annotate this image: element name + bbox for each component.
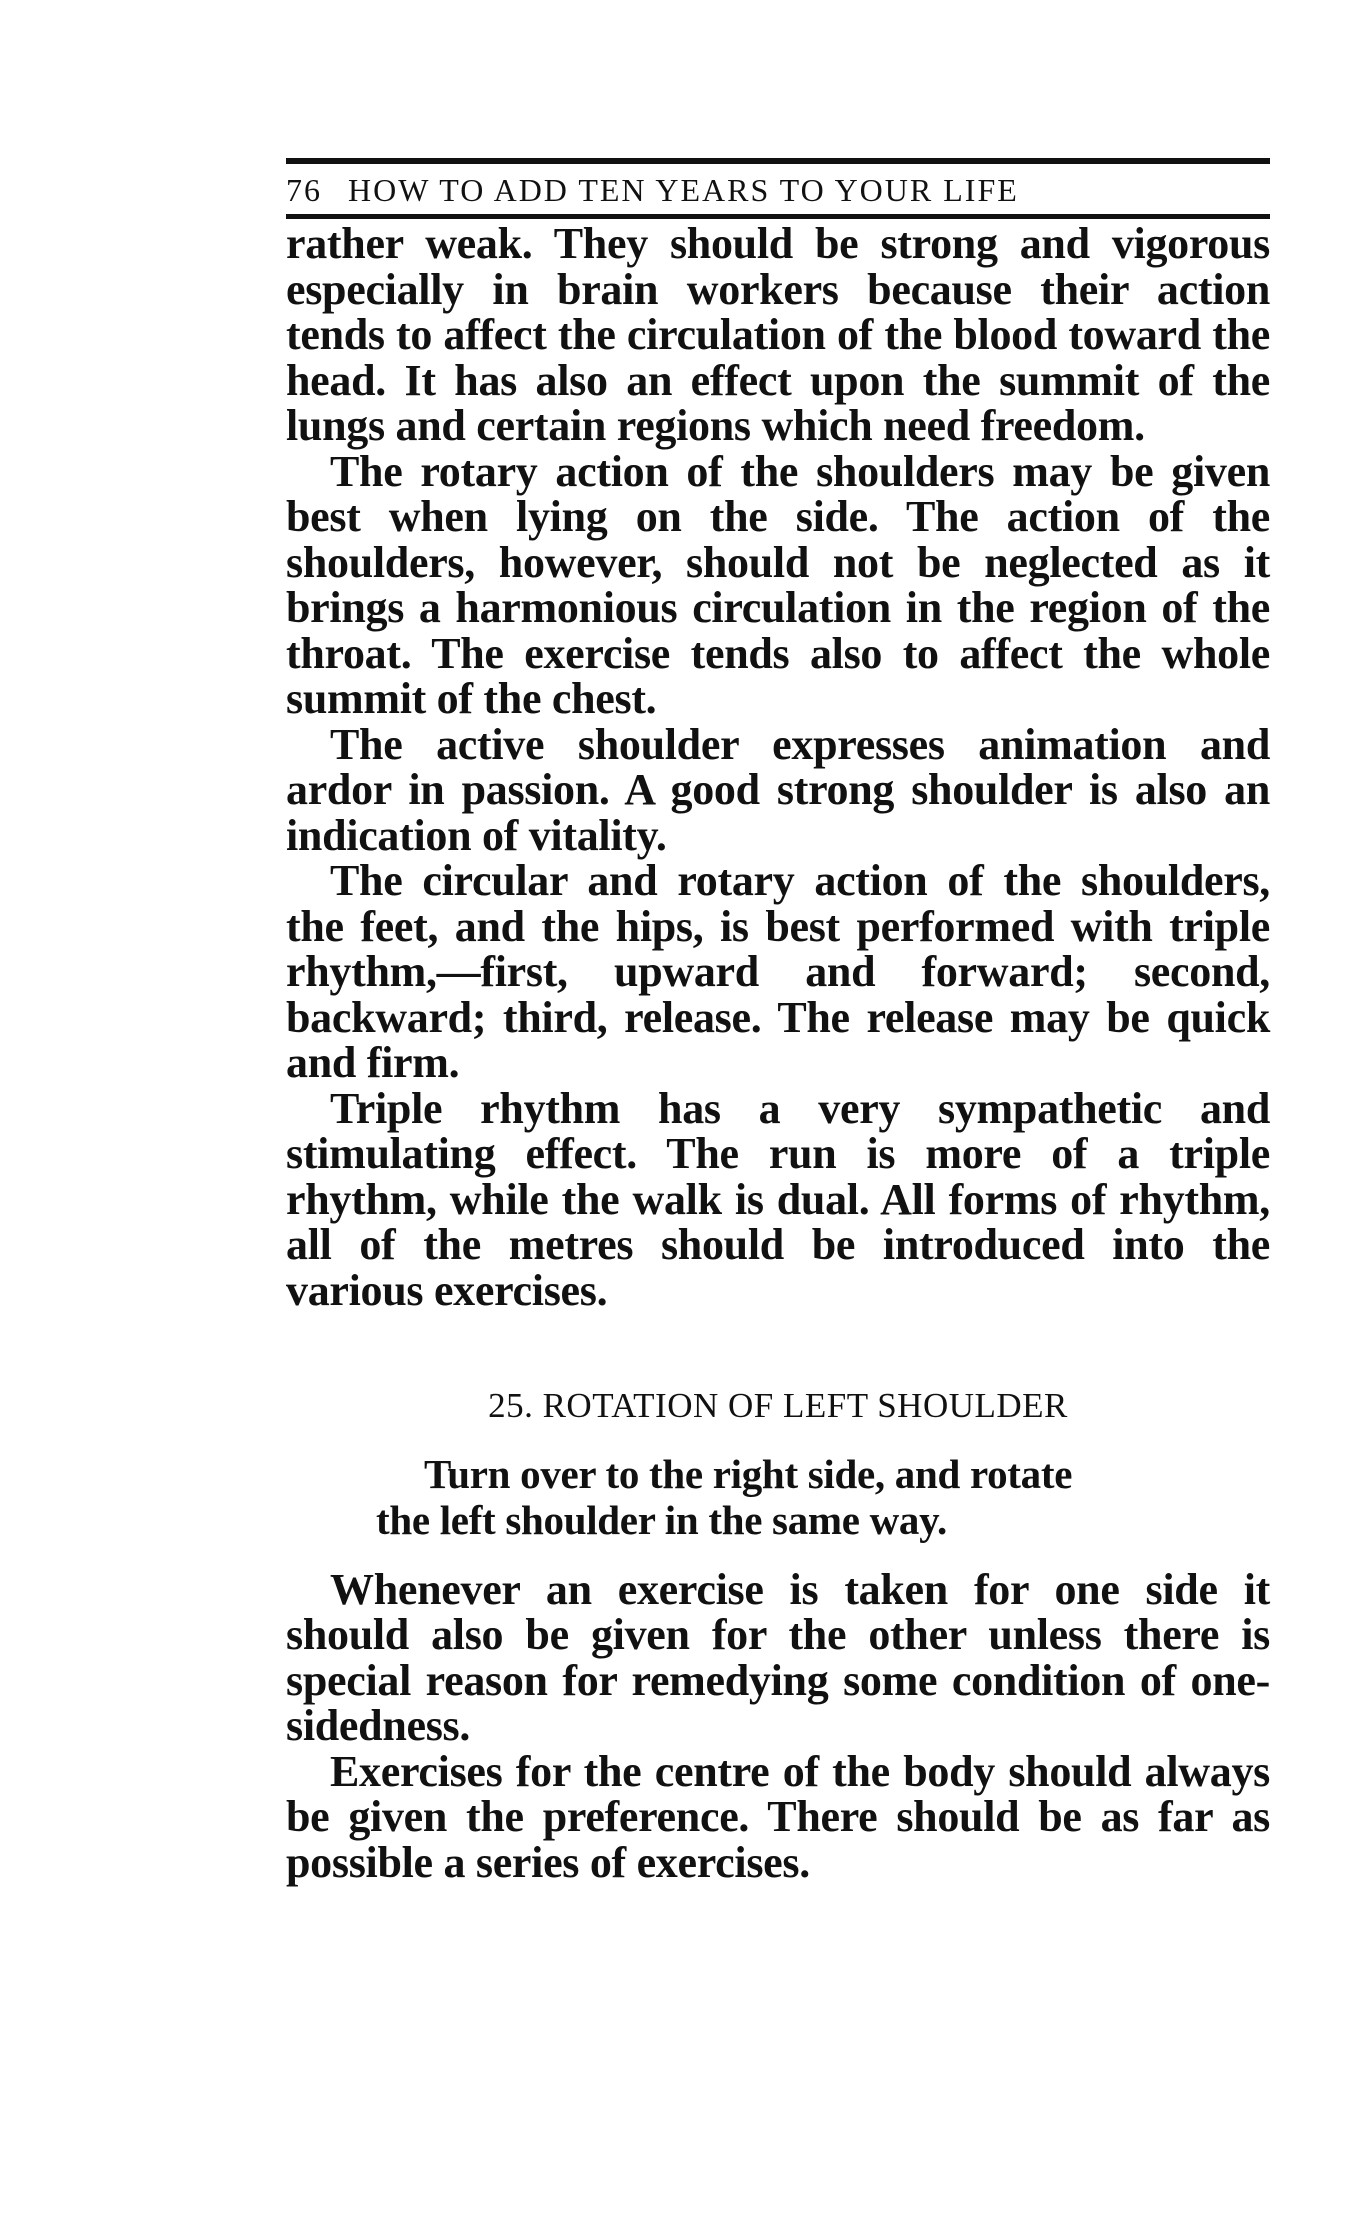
instruction-line-1: Turn over to the right side, and rotate: [424, 1450, 1073, 1497]
page-number: 76: [286, 172, 322, 208]
running-title: HOW TO ADD TEN YEARS TO YOUR LIFE: [348, 172, 1019, 208]
instruction-line-2: the left shoulder in the same way.: [376, 1496, 948, 1543]
paragraph: Exercises for the centre of the body should always be given the preference. There should be as far as possible a series of exercises.: [286, 1746, 1270, 1887]
paragraph: The rotary action of the shoulders may be given best when lying on the side. The action of the shoulders, however, should not be neglected as it brings a harmonious circulation in the region of the throat. The exercise tends also to affect the whole summit of the chest.: [286, 446, 1270, 723]
body-text: [286, 221, 1270, 1885]
exercise-instruction: [286, 1451, 1270, 1543]
paragraph-continued: rather weak. They should be strong and vigorous especially in brain workers because their action tends to affect the circulation of the blood toward the head. It has also an effect upon the summit of the lungs and certain regions which need freedom.: [286, 219, 1270, 450]
book-page: [286, 158, 1270, 1885]
paragraph: Triple rhythm has a very sympathetic and stimulating effect. The run is more of a triple rhythm, while the walk is dual. All forms of rhythm, all of the metres should be introduced into the various exercises.: [286, 1083, 1270, 1315]
paragraph: The active shoulder expresses animation and ardor in passion. A good strong shoulder is also an indication of vitality.: [286, 719, 1270, 860]
paragraph: Whenever an exercise is taken for one side it should also be given for the other unless there is special reason for remedying some condition of one-sidedness.: [286, 1564, 1270, 1750]
paragraph: The circular and rotary action of the shoulders, the feet, and the hips, is best performed with triple rhythm,—first, upward and forward; second, backward; third, release. The release may be quick and firm.: [286, 856, 1270, 1087]
section-heading: 25. ROTATION OF LEFT SHOULDER: [488, 1386, 1068, 1425]
running-head: [286, 174, 1270, 206]
header-top-rule: [286, 158, 1270, 164]
